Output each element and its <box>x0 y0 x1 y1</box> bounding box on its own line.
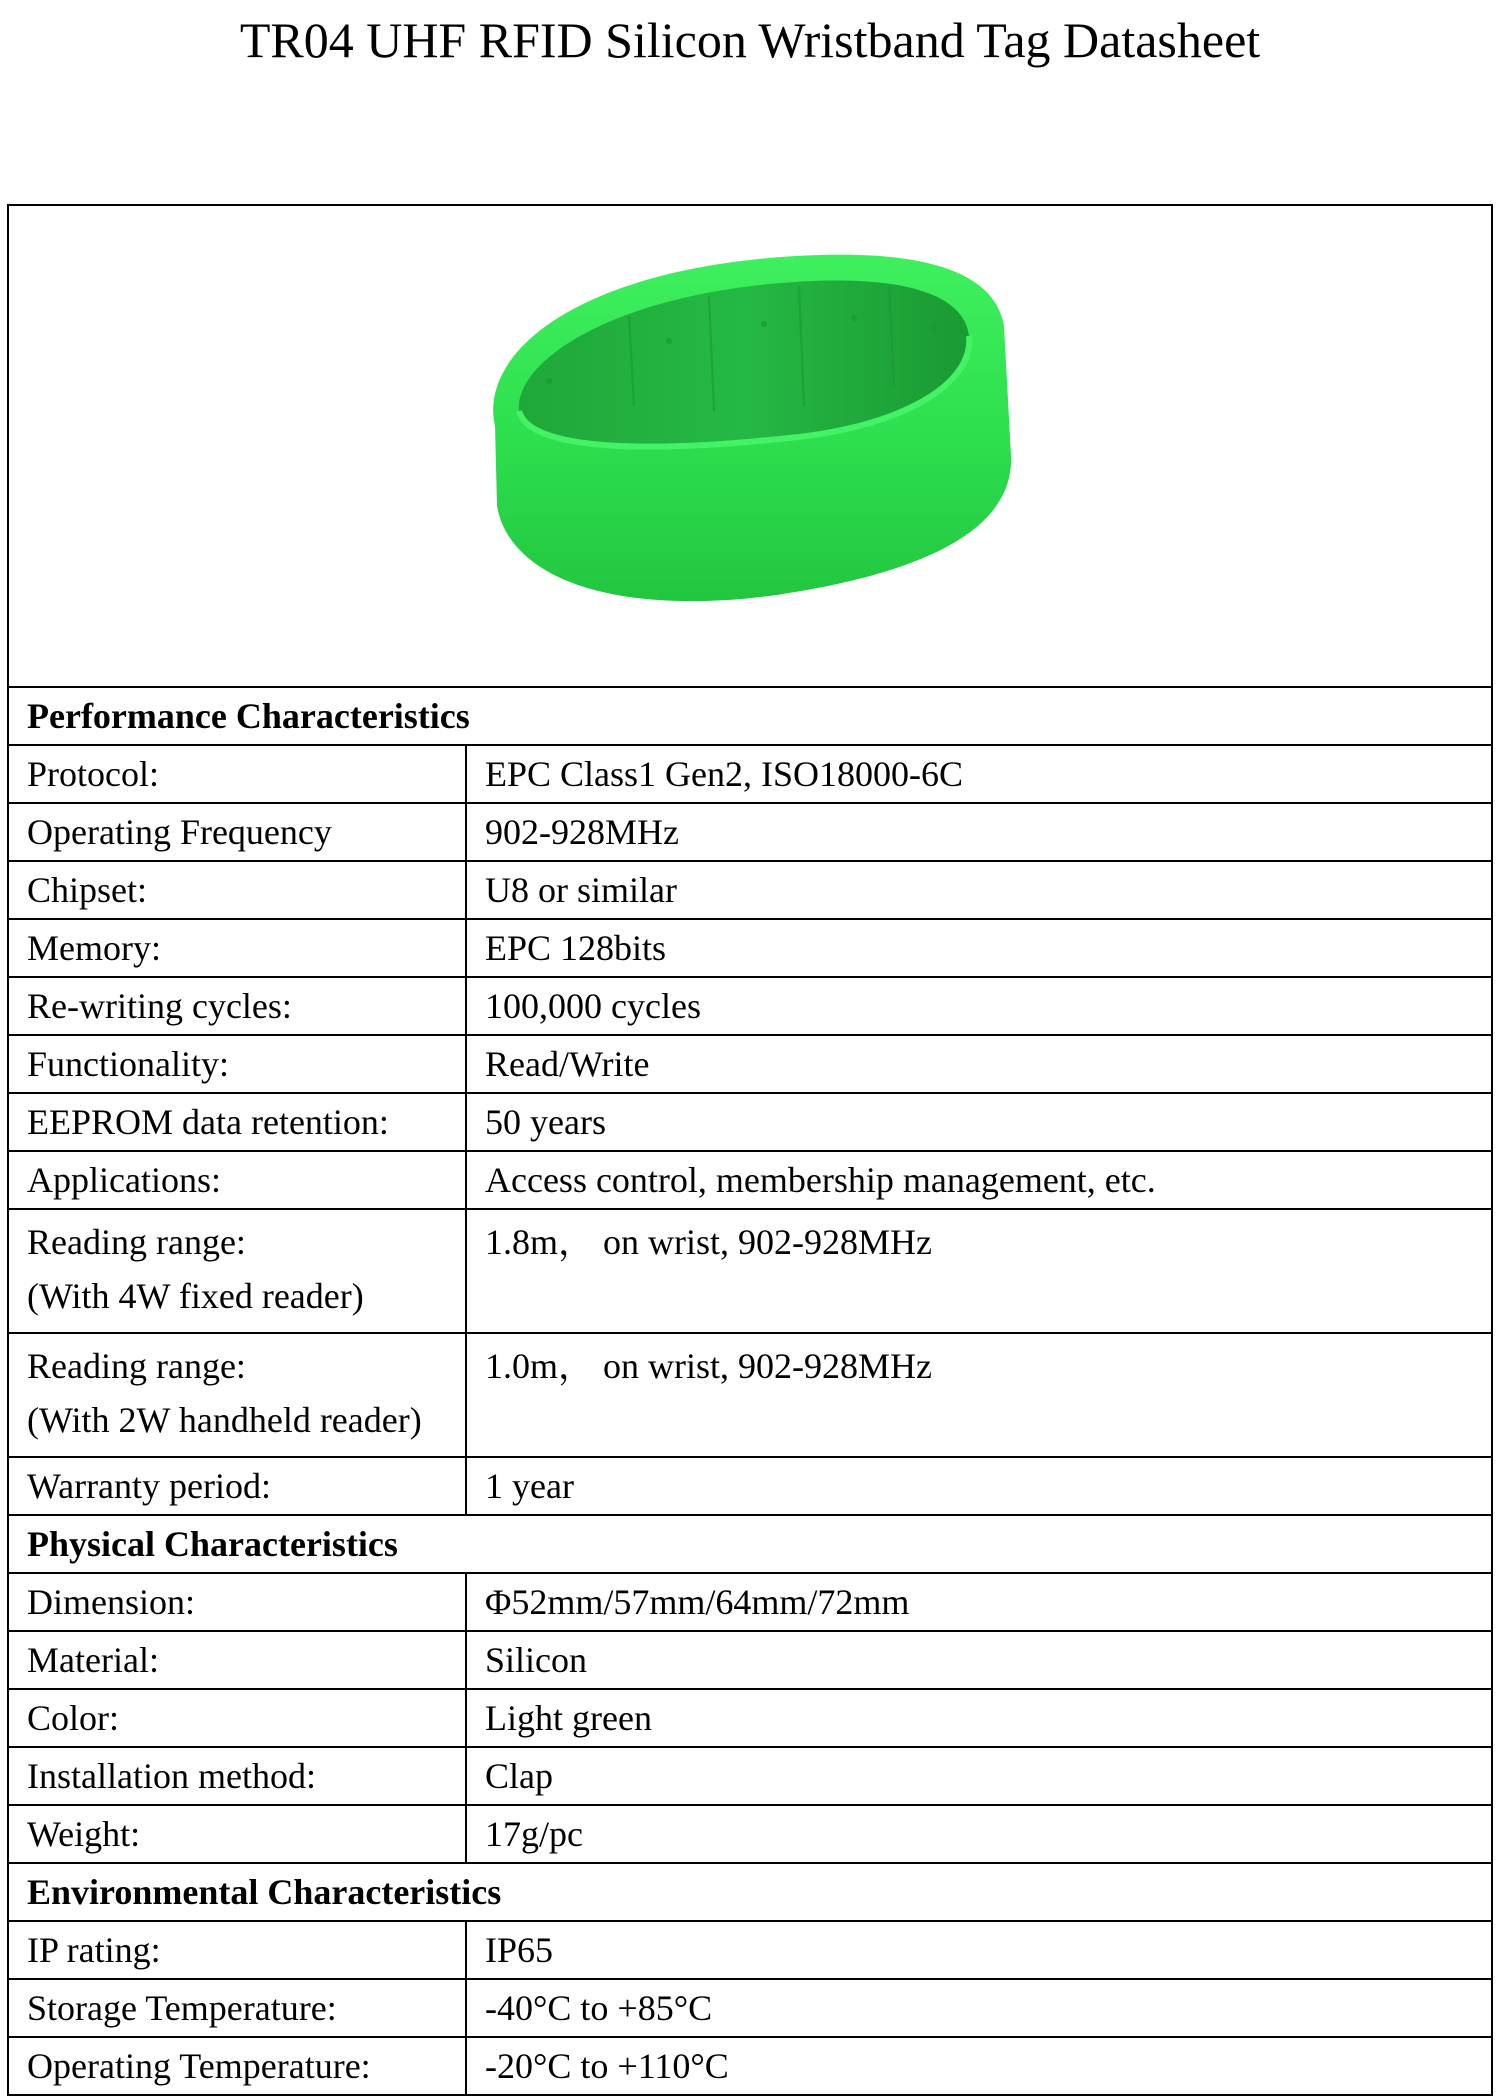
row-label-line: (With 2W handheld reader) <box>27 1400 422 1440</box>
row-value: 1.0m， on wrist, 902-928MHz <box>466 1333 1492 1457</box>
table-row <box>8 2037 1492 2095</box>
section-heading: Environmental Characteristics <box>8 1863 1492 1921</box>
row-label: Operating Temperature: <box>8 2037 466 2095</box>
row-label <box>8 1209 466 1333</box>
section-environmental <box>8 1863 1492 1921</box>
row-label: IP rating: <box>8 1921 466 1979</box>
row-value: 17g/pc <box>466 1805 1492 1863</box>
row-value: 1 year <box>466 1457 1492 1515</box>
row-value: -20°C to +110°C <box>466 2037 1492 2095</box>
row-label: Operating Frequency <box>8 803 466 861</box>
row-label: Chipset: <box>8 861 466 919</box>
table-row <box>8 1747 1492 1805</box>
row-label-line: Reading range: <box>27 1346 246 1386</box>
row-value: 902-928MHz <box>466 803 1492 861</box>
table-row <box>8 1979 1492 2037</box>
product-image-row <box>8 205 1492 687</box>
product-image-cell <box>8 205 1492 687</box>
row-label: Installation method: <box>8 1747 466 1805</box>
table-row <box>8 1805 1492 1863</box>
table-row <box>8 919 1492 977</box>
section-performance <box>8 687 1492 745</box>
row-value: 1.8m， on wrist, 902-928MHz <box>466 1209 1492 1333</box>
wristband-icon <box>9 206 1492 686</box>
row-value: IP65 <box>466 1921 1492 1979</box>
table-row <box>8 977 1492 1035</box>
row-label: Storage Temperature: <box>8 1979 466 2037</box>
page-title: TR04 UHF RFID Silicon Wristband Tag Datasheet <box>239 12 1261 68</box>
table-row <box>8 1035 1492 1093</box>
table-row <box>8 803 1492 861</box>
table-row <box>8 1921 1492 1979</box>
row-value: Φ52mm/57mm/64mm/72mm <box>466 1573 1492 1631</box>
table-row <box>8 1093 1492 1151</box>
row-label: Material: <box>8 1631 466 1689</box>
row-label: Protocol: <box>8 745 466 803</box>
row-value: Silicon <box>466 1631 1492 1689</box>
row-value: Clap <box>466 1747 1492 1805</box>
row-value: Light green <box>466 1689 1492 1747</box>
row-value: EPC 128bits <box>466 919 1492 977</box>
section-physical <box>8 1515 1492 1573</box>
row-label: Weight: <box>8 1805 466 1863</box>
section-heading: Performance Characteristics <box>8 687 1492 745</box>
table-row <box>8 1689 1492 1747</box>
table-row <box>8 745 1492 803</box>
row-label: Dimension: <box>8 1573 466 1631</box>
row-label <box>8 1333 466 1457</box>
wristband-photo <box>9 206 1492 686</box>
row-value: 50 years <box>466 1093 1492 1151</box>
table-row <box>8 1457 1492 1515</box>
row-value: EPC Class1 Gen2, ISO18000-6C <box>466 745 1492 803</box>
table-row-reading-fixed <box>8 1209 1492 1333</box>
table-row <box>8 1573 1492 1631</box>
row-label: Functionality: <box>8 1035 466 1093</box>
row-value: 100,000 cycles <box>466 977 1492 1035</box>
row-value: U8 or similar <box>466 861 1492 919</box>
row-value: Access control, membership management, etc. <box>466 1151 1492 1209</box>
row-label-line: Reading range: <box>27 1222 246 1262</box>
row-label: Applications: <box>8 1151 466 1209</box>
datasheet-table <box>7 204 1493 2096</box>
row-label: Color: <box>8 1689 466 1747</box>
row-label: Warranty period: <box>8 1457 466 1515</box>
row-label-line: (With 4W fixed reader) <box>27 1276 364 1316</box>
row-label: EEPROM data retention: <box>8 1093 466 1151</box>
table-row-reading-handheld <box>8 1333 1492 1457</box>
row-value: Read/Write <box>466 1035 1492 1093</box>
section-heading: Physical Characteristics <box>8 1515 1492 1573</box>
table-row <box>8 1151 1492 1209</box>
table-row <box>8 861 1492 919</box>
row-value: -40°C to +85°C <box>466 1979 1492 2037</box>
row-label: Memory: <box>8 919 466 977</box>
table-row <box>8 1631 1492 1689</box>
row-label: Re-writing cycles: <box>8 977 466 1035</box>
